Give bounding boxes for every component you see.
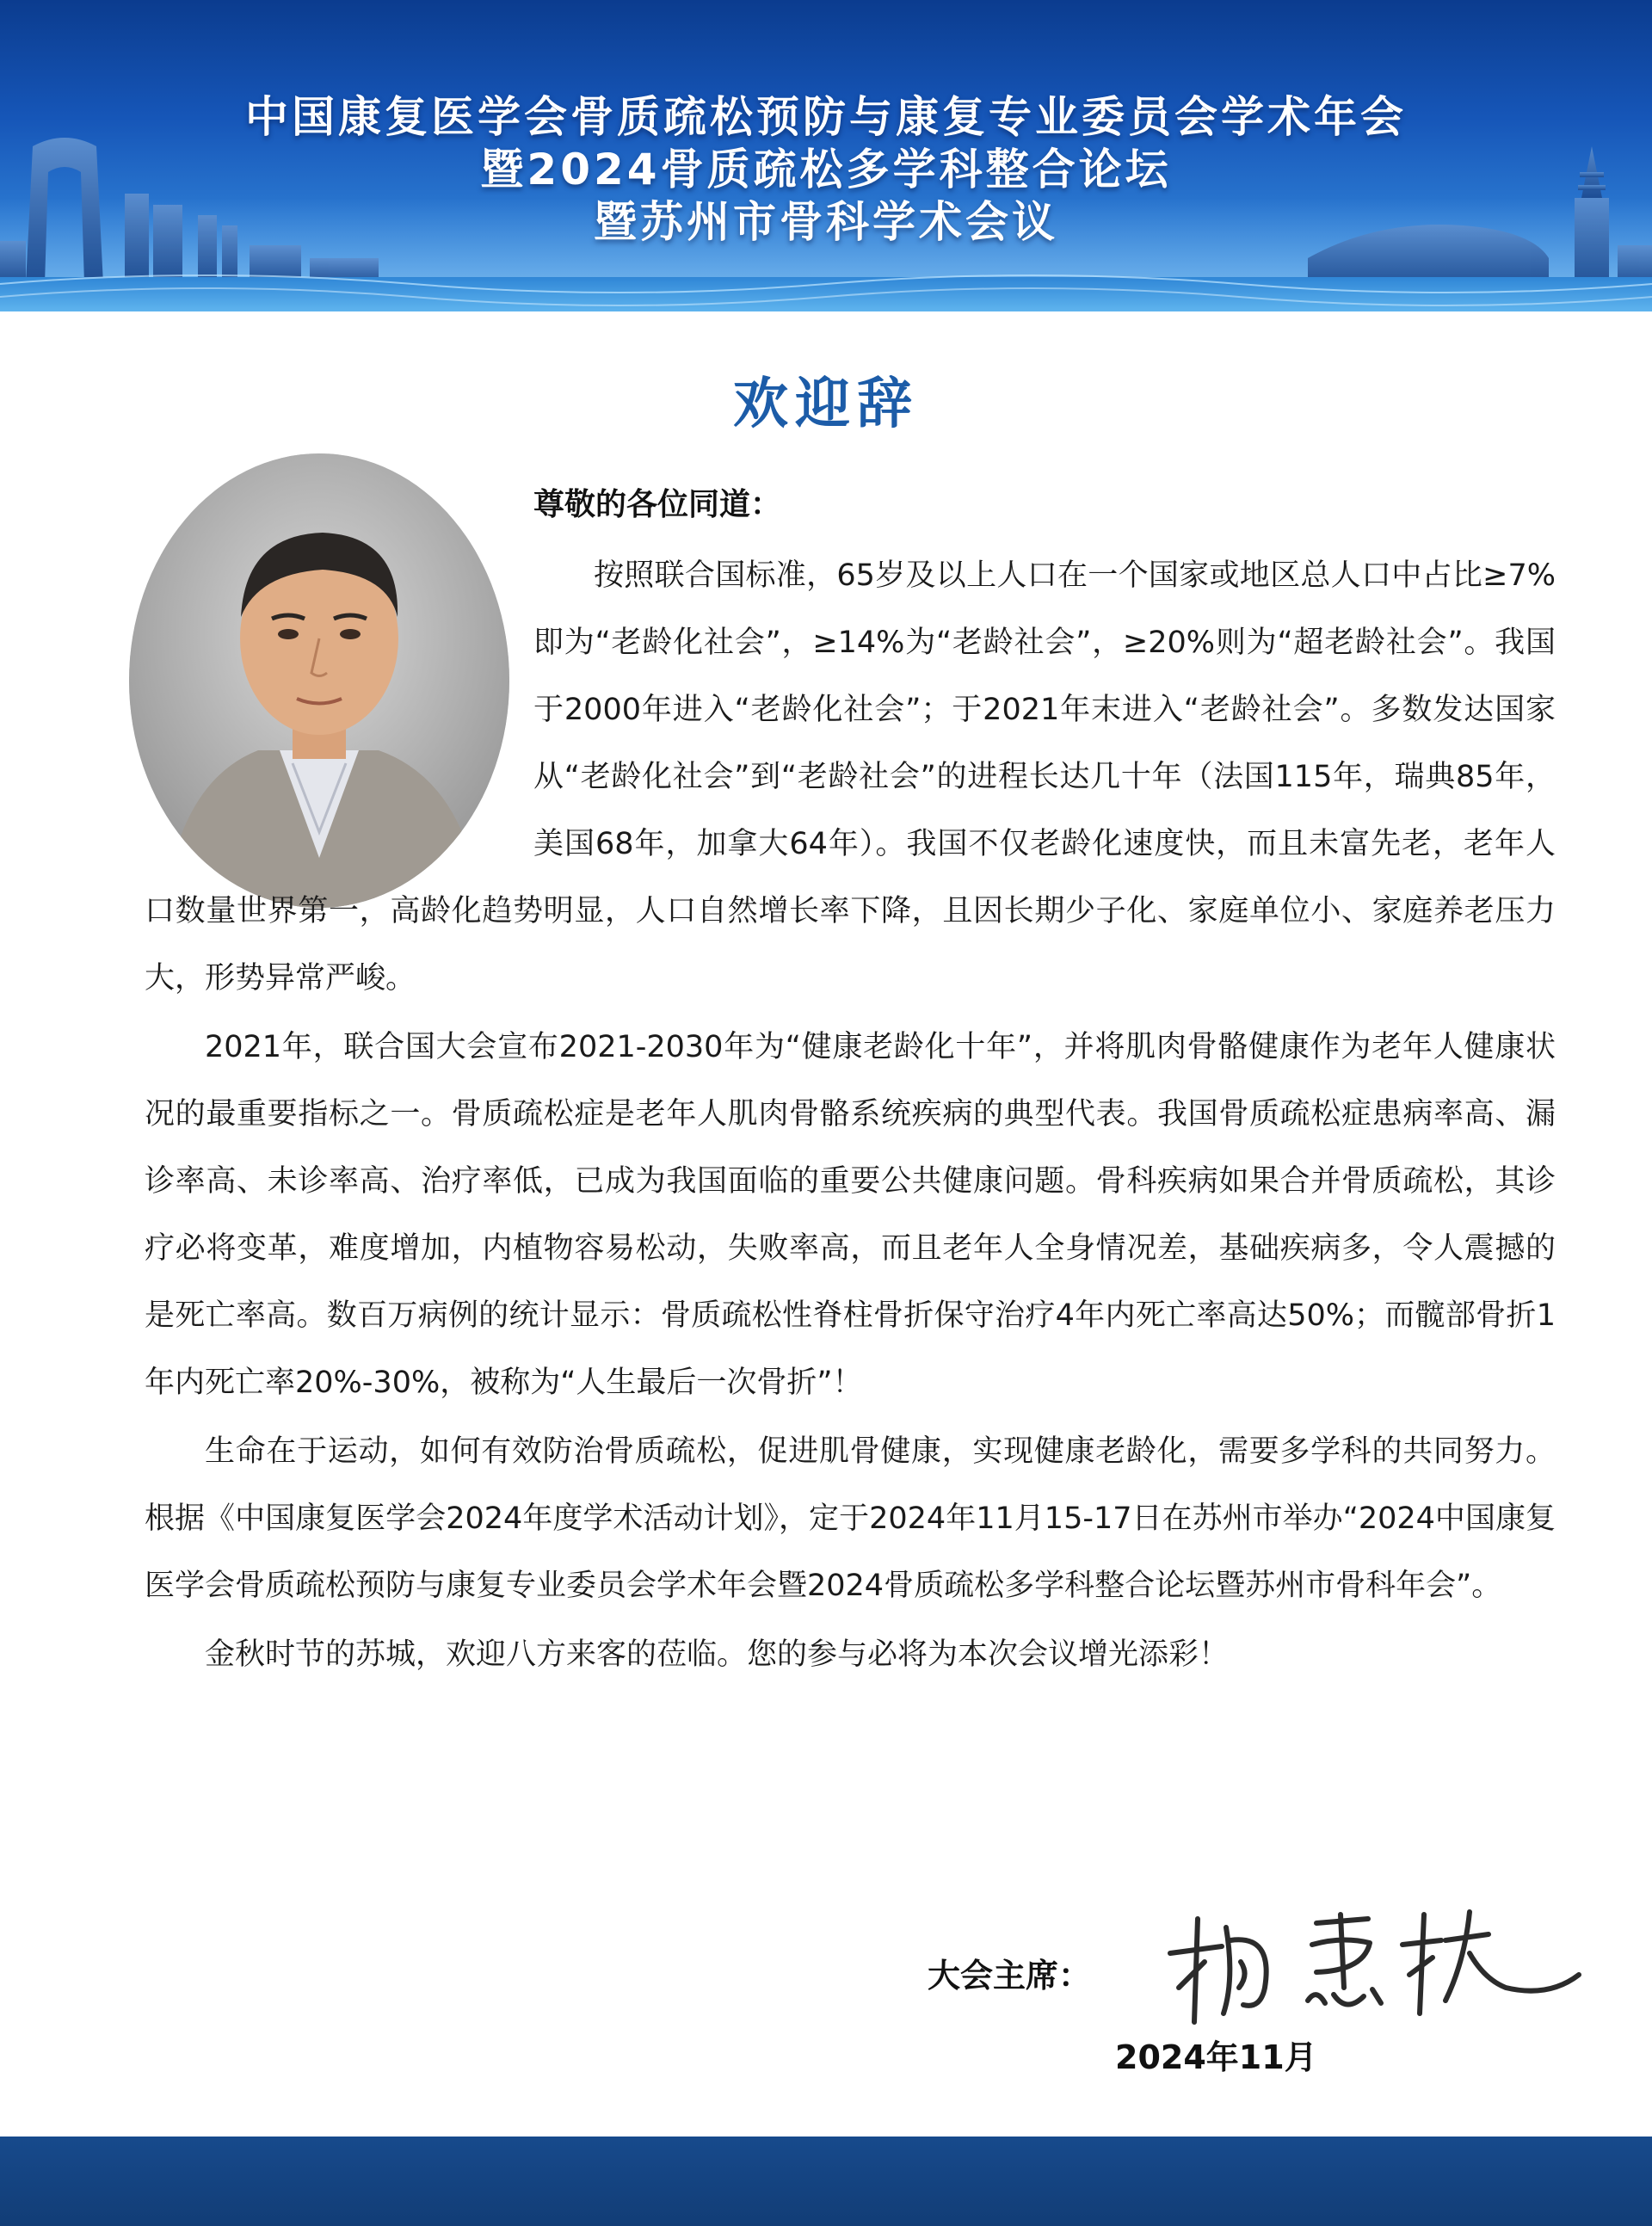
page-title: 欢迎辞	[733, 373, 919, 436]
portrait-wrap-spacer	[145, 465, 533, 843]
paragraph-4: 金秋时节的苏城，欢迎八方来客的莅临。您的参与必将为本次会议增光添彩！	[205, 1637, 1230, 1672]
banner-title-line-3: 暨苏州市骨科学术会议	[594, 197, 1058, 247]
letter-body	[145, 542, 1556, 1688]
paragraph-2: 2021年，联合国大会宣布2021-2030年为“健康老龄化十年”，并将肌肉骨骼健康作为老年人健康状况的最重要指标之一。骨质疏松症是老年人肌肉骨骼系统疾病的典型代表。我国骨质疏松症患病率高、漏诊率高、未诊率高、治疗率低，已成为我国面临的重要公共健康问题。骨科疾病如果合并骨质疏松，其诊疗必将变革，难度增加，内植物容易松动，失败率高，而且老年人全身情况差，基础疾病多，令人震撼的是死亡率高。数百万病例的统计显示：骨质疏松性脊柱骨折保守治疗4年内死亡率高达50%；而髋部骨折1年内死亡率20%-30%，被称为“人生最后一次骨折”！	[145, 1030, 1556, 1400]
banner-title-line-1: 中国康复医学会骨质疏松预防与康复专业委员会学术年会	[245, 92, 1407, 142]
signoff-date: 2024年11月	[1115, 2038, 1317, 2076]
footer-bar	[0, 2137, 1652, 2226]
salutation: 尊敬的各位同道：	[533, 487, 782, 522]
signoff-label: 大会主席：	[928, 1957, 1092, 1995]
handwritten-signature-icon	[1144, 1893, 1592, 2039]
paragraph-3: 生命在于运动，如何有效防治骨质疏松，促进肌骨健康，实现健康老龄化，需要多学科的共同努力。根据《中国康复医学会2024年度学术活动计划》，定于2024年11月15-17日在苏州市举办“2024中国康复医学会骨质疏松预防与康复专业委员会学术年会暨2024骨质疏松多学科整合论坛暨苏州市骨科年会”。	[145, 1434, 1556, 1603]
banner-title-line-2: 暨2024骨质疏松多学科整合论坛	[480, 145, 1172, 194]
header-banner	[0, 0, 1652, 311]
paragraph-1: 按照联合国标准，65岁及以上人口在一个国家或地区总人口中占比≥7%即为“老龄化社会”，≥14%为“老龄社会”，≥20%则为“超老龄社会”。我国于2000年进入“老龄化社会”；于2021年末进入“老龄社会”。多数发达国家从“老龄化社会”到“老龄社会”的进程长达几十年（法国115年，瑞典85年，美国68年，加拿大64年）。我国不仅老龄化速度快，而且未富先老，老年人口数量世界第一，高龄化趋势明显，人口自然增长率下降，且因长期少子化、家庭单位小、家庭养老压力大，形势异常严峻。	[145, 558, 1556, 996]
